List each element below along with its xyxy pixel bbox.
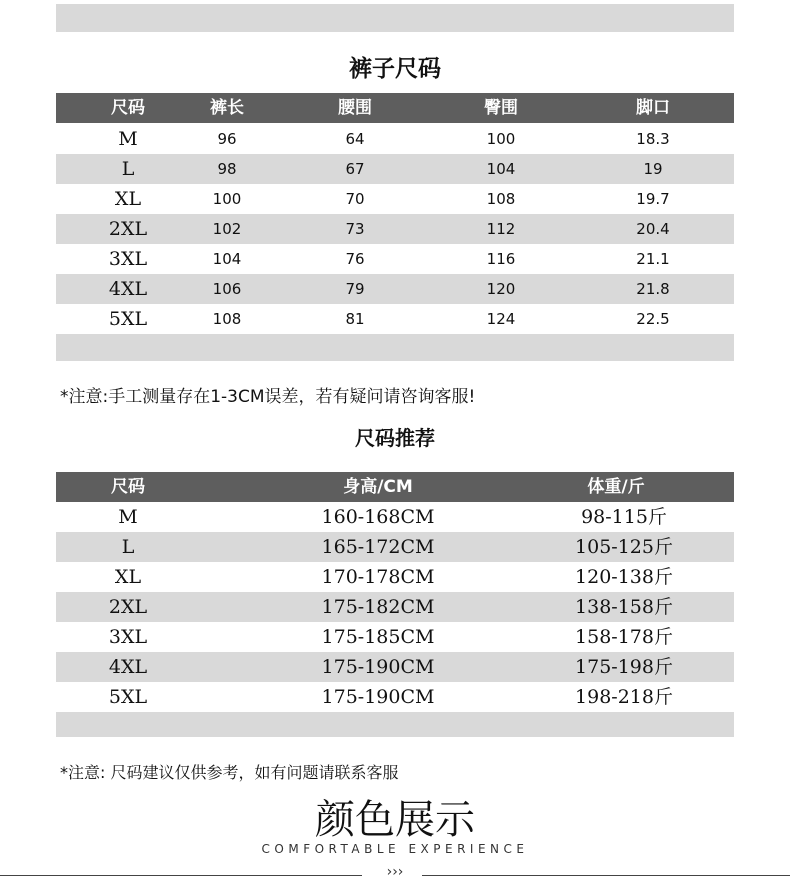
tagline: COMFORTABLE EXPERIENCE bbox=[261, 842, 529, 856]
pants-table-title: 裤子尺码 bbox=[349, 56, 441, 82]
table-row bbox=[56, 652, 734, 682]
cell-waist: 67 bbox=[345, 160, 365, 178]
cell-length: 98 bbox=[217, 160, 237, 178]
table-row bbox=[56, 562, 734, 592]
cell-hem: 20.4 bbox=[636, 220, 670, 238]
cell-length: 96 bbox=[217, 130, 237, 148]
cell-weight: 120-138斤 bbox=[575, 566, 673, 588]
top-band bbox=[56, 4, 734, 32]
color-display-heading: 颜色展示 bbox=[315, 797, 475, 843]
cell-length: 106 bbox=[212, 280, 242, 298]
cell-size: 2XL bbox=[108, 596, 148, 618]
cell-size: 5XL bbox=[108, 686, 148, 708]
cell-hem: 22.5 bbox=[636, 310, 670, 328]
cell-weight: 175-198斤 bbox=[575, 656, 673, 678]
header-height: 身高/CM bbox=[343, 477, 413, 497]
cell-height: 175-182CM bbox=[321, 596, 435, 618]
cell-hip: 108 bbox=[486, 190, 516, 208]
table-row bbox=[56, 682, 734, 712]
cell-waist: 70 bbox=[345, 190, 365, 208]
cell-hip: 112 bbox=[486, 220, 516, 238]
cell-height: 160-168CM bbox=[321, 506, 435, 528]
recommend-table-note: *注意: 尺码建议仅供参考，如有问题请联系客服 bbox=[60, 763, 399, 782]
recommend-table-footer-band bbox=[56, 712, 734, 737]
cell-weight: 158-178斤 bbox=[575, 626, 673, 648]
header-waist: 腰围 bbox=[338, 98, 372, 118]
cell-size: M bbox=[118, 506, 138, 528]
cell-size: 3XL bbox=[108, 626, 148, 648]
table-row bbox=[56, 274, 734, 304]
cell-height: 175-185CM bbox=[321, 626, 435, 648]
cell-height: 175-190CM bbox=[321, 656, 435, 678]
cell-size: XL bbox=[114, 188, 142, 210]
cell-waist: 79 bbox=[345, 280, 365, 298]
header-size: 尺码 bbox=[111, 98, 145, 118]
table-row bbox=[56, 304, 734, 334]
cell-hip: 116 bbox=[486, 250, 516, 268]
header-length: 裤长 bbox=[210, 98, 244, 118]
cell-weight: 138-158斤 bbox=[575, 596, 673, 618]
table-row bbox=[56, 244, 734, 274]
cell-length: 104 bbox=[212, 250, 242, 268]
cell-length: 100 bbox=[212, 190, 242, 208]
cell-length: 102 bbox=[212, 220, 242, 238]
cell-weight: 98-115斤 bbox=[581, 506, 667, 528]
cell-hem: 19.7 bbox=[636, 190, 670, 208]
cell-size: 5XL bbox=[108, 308, 148, 330]
header-hem: 脚口 bbox=[636, 98, 670, 118]
header-hip: 臀围 bbox=[484, 98, 518, 118]
cell-weight: 198-218斤 bbox=[575, 686, 673, 708]
table-row bbox=[56, 124, 734, 154]
cell-hip: 120 bbox=[486, 280, 516, 298]
cell-hem: 21.8 bbox=[636, 280, 670, 298]
cell-length: 108 bbox=[212, 310, 242, 328]
header-size: 尺码 bbox=[111, 477, 145, 497]
cell-hem: 21.1 bbox=[636, 250, 670, 268]
table-row bbox=[56, 154, 734, 184]
cell-height: 175-190CM bbox=[321, 686, 435, 708]
cell-size: XL bbox=[114, 566, 142, 588]
table-row bbox=[56, 592, 734, 622]
cell-waist: 76 bbox=[345, 250, 365, 268]
cell-hem: 19 bbox=[643, 160, 663, 178]
cell-size: 2XL bbox=[108, 218, 148, 240]
recommend-table-header bbox=[56, 472, 734, 502]
cell-waist: 81 bbox=[345, 310, 365, 328]
pants-table-footer-band bbox=[56, 334, 734, 361]
cell-height: 170-178CM bbox=[321, 566, 435, 588]
recommend-table-title: 尺码推荐 bbox=[355, 426, 435, 450]
table-row bbox=[56, 184, 734, 214]
cell-hip: 100 bbox=[486, 130, 516, 148]
cell-height: 165-172CM bbox=[321, 536, 435, 558]
table-row bbox=[56, 214, 734, 244]
table-row bbox=[56, 532, 734, 562]
cell-size: M bbox=[118, 128, 138, 150]
cell-size: L bbox=[121, 536, 135, 558]
pants-table-header bbox=[56, 93, 734, 123]
header-weight: 体重/斤 bbox=[587, 477, 645, 497]
cell-size: L bbox=[121, 158, 135, 180]
cell-waist: 73 bbox=[345, 220, 365, 238]
cell-waist: 64 bbox=[345, 130, 365, 148]
chevron-right-icon: ››› bbox=[386, 864, 404, 880]
pants-table-note: *注意:手工测量存在1-3CM误差，若有疑问请咨询客服! bbox=[60, 387, 476, 407]
cell-hip: 104 bbox=[486, 160, 516, 178]
table-row bbox=[56, 502, 734, 532]
table-row bbox=[56, 622, 734, 652]
cell-weight: 105-125斤 bbox=[575, 536, 673, 558]
cell-size: 4XL bbox=[108, 278, 148, 300]
cell-hip: 124 bbox=[486, 310, 516, 328]
cell-hem: 18.3 bbox=[636, 130, 670, 148]
cell-size: 3XL bbox=[108, 248, 148, 270]
cell-size: 4XL bbox=[108, 656, 148, 678]
